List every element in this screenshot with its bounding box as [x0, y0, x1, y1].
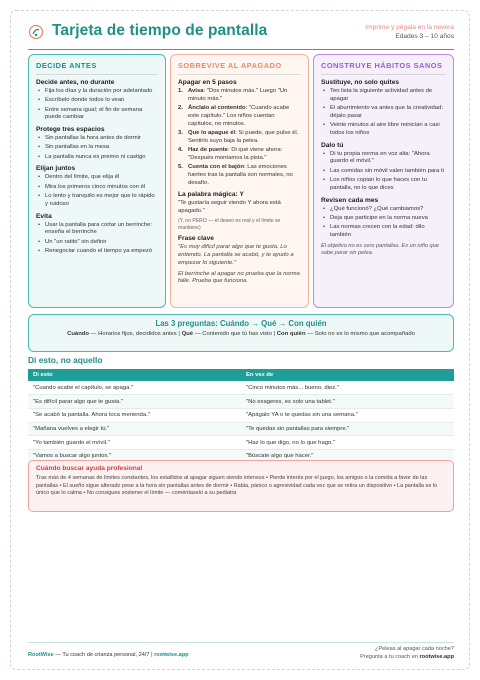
section-heading: Protege tres espacios — [36, 126, 105, 134]
section-heading: La palabra mágica: Y — [178, 191, 244, 199]
magic-quote: "Te gustaría seguir viendo Y ahora está apagado." — [178, 200, 281, 215]
column-title: CONSTRUYE HÁBITOS SANOS — [321, 61, 446, 75]
section-heading: Elijan juntos — [36, 165, 76, 173]
section-heading: Dalo tú — [321, 141, 344, 149]
list-item: • Veinte minutos al aire libre reinician a casi todos los niños — [321, 122, 446, 138]
bullet-list — [36, 174, 158, 208]
key-note: El berrinche al apagar no prueba que la norma falle. Prueba que funciona. — [178, 270, 300, 285]
section-heading: Frase clave — [178, 235, 214, 243]
column-header: En vez de — [241, 369, 454, 381]
table-cell: "Cuando acabe el capítulo, se apaga." — [28, 381, 241, 395]
questions-title: Las 3 preguntas: Cuándo → Qué → Con quién — [155, 319, 327, 328]
table-cell: "Vamos a buscar algo juntos." — [28, 449, 241, 463]
bullet-list — [321, 151, 446, 193]
step-item: 4. Haz de puente: Di qué viene ahora: "Después montamos la pista." — [178, 146, 283, 161]
table-cell: "Se acabó la pantalla. Ahora toca merienda." — [28, 408, 241, 422]
footer-link[interactable]: rootwise.app — [154, 652, 189, 658]
bullet-list — [321, 206, 446, 240]
list-item: • Usar la pantalla para cortar un berrinche: enseña el berrinche — [36, 222, 158, 238]
table-row — [28, 395, 454, 409]
key-quote: "Es muy difícil parar algo que te gusta. Lo entiendo. La pantalla se acabó, y te ayudo a empezar lo siguiente." — [178, 244, 294, 266]
column-habits — [313, 54, 454, 308]
table-cell: "Haz lo que digo, no lo que hago." — [241, 436, 454, 450]
list-item: • Lo lento y tranquilo es mejor que lo rápido y ruidoso — [36, 193, 158, 209]
step-item: 3. Que lo apague él: Si puede, que pulse él. Sentirlo suyo baja la pelea. — [178, 129, 299, 144]
list-item: • ¿Qué funcionó? ¿Qué cambiamos? — [321, 206, 446, 214]
say-section-title: Di esto, no aquello — [28, 355, 103, 365]
table-row — [28, 381, 454, 395]
section-heading: Revisen cada mes — [321, 196, 379, 204]
list-item: • Los niños copian lo que haces con tu pantalla, no lo que dices — [321, 177, 446, 193]
section-heading: Apagar en 5 pasos — [178, 79, 237, 86]
step-item: 2. Ánclalo al contenido: "Cuando acabe este capítulo." Los niños cuentan capítulos, no minutos. — [178, 105, 290, 127]
bullet-list — [36, 222, 158, 256]
magic-note: (Y, no PERO — el deseo es real y el límite se mantiene) — [178, 217, 281, 231]
column-decide — [28, 54, 166, 308]
list-item: • Las comidas sin móvil valen también para ti — [321, 168, 446, 176]
professional-help-box — [28, 460, 454, 512]
table-cell: "Es difícil parar algo que te gusta." — [28, 395, 241, 409]
list-item: • Escríbelo donde todos lo vean — [36, 97, 158, 105]
list-item: • La pantalla nunca es premio ni castigo — [36, 154, 158, 162]
list-item: • Dentro del límite, que elija él — [36, 174, 158, 182]
list-item: • Renegociar cuando el tiempo ya empezó — [36, 248, 158, 256]
table-cell: "Búscate algo que hacer." — [241, 449, 454, 463]
footer-left: RootWise — Tu coach de crianza personal, 24/7 | rootwise.app — [28, 652, 189, 658]
list-item: • Mira los primeros cinco minutos con él — [36, 184, 158, 192]
table-cell: "Apágalo YA o te quedas sin una semana." — [241, 408, 454, 422]
list-item: • Di tu propia norma en voz alta: "Ahora guardo el móvil." — [321, 151, 446, 167]
footer-cta-link[interactable]: rootwise.app — [419, 653, 454, 660]
brand-name: RootWise — [28, 652, 54, 658]
table-row — [28, 408, 454, 422]
list-item: • Sin pantallas en la mesa — [36, 144, 158, 152]
step-item: 5. Cuenta con el bajón: Las emociones fuertes tras la pantalla son normales, no desafío. — [178, 164, 293, 186]
list-item: • Un "un ratito" sin definir — [36, 239, 158, 247]
bullet-list — [321, 88, 446, 138]
table-cell: "Te quedas sin pantallas para siempre." — [241, 422, 454, 436]
table-row — [28, 436, 454, 450]
age-range: Edades 3 – 10 años — [395, 33, 454, 40]
footer — [28, 642, 454, 660]
help-text: Tras más de 4 semanas de límites constantes, los estallidos al apagar siguen siendo intensos • Pierde interés por el juego, los amigos o la comida a favor de las pantallas • El sueño sigue alterado pese a la hora sin pantallas antes de dormir • Rabia, pánico o agresividad cada vez que se retira un dispositivo • La pantalla es lo único que lo calma • No consigues sostener el límite — coméntaselo a su pediatra — [36, 475, 438, 497]
list-item: • Las normas crecen con la edad: dilo también — [321, 224, 446, 240]
page-title: Tarjeta de tiempo de pantalla — [52, 22, 268, 39]
say-table — [28, 369, 454, 464]
table-cell: "No exageres, es solo una tablet." — [241, 395, 454, 409]
section-heading: Sustituye, no solo quites — [321, 79, 400, 86]
table-cell: "Cinco minutos más... bueno, diez." — [241, 381, 454, 395]
column-shutdown — [170, 54, 309, 308]
column-title: SOBREVIVE AL APAGADO — [178, 61, 301, 75]
list-item: • Fija los días y la duración por adelantado — [36, 88, 158, 96]
bullet-list — [36, 135, 158, 161]
help-title: Cuándo buscar ayuda profesional — [36, 465, 143, 472]
list-item: • Sin pantallas la hora antes de dormir — [36, 135, 158, 143]
rootwise-logo-icon — [28, 24, 44, 40]
steps-list — [178, 88, 301, 187]
list-item: • El aburrimiento va antes que la creatividad: déjalo pasar — [321, 105, 446, 121]
column-header: Di esto — [28, 369, 241, 381]
list-item: • Entre semana igual; el fin de semana puede cambiar — [36, 107, 158, 123]
step-item: 1. Avisa: "Dos minutos más." Luego "Un minuto más." — [178, 88, 288, 102]
column-title: DECIDE ANTES — [36, 61, 158, 75]
print-note: Imprime y pégala en la nevera — [365, 24, 454, 31]
goal-note: El objetivo no es cero pantallas. Es un niño que sabe parar sin pelea. — [321, 242, 439, 256]
header — [28, 22, 454, 50]
three-questions-box — [28, 314, 454, 352]
table-header-row — [28, 369, 454, 381]
section-heading: Evita — [36, 212, 52, 220]
list-item: • Deja que participe en la norma nueva — [321, 215, 446, 223]
footer-right: ¿Peleas al apagar cada noche? Pregunta a tu coach en rootwise.app — [360, 646, 454, 660]
table-cell: "Yo también guardo el móvil." — [28, 436, 241, 450]
section-heading: Decide antes, no durante — [36, 79, 115, 86]
bullet-list — [36, 88, 158, 122]
list-item: • Ten lista la siguiente actividad antes de apagar — [321, 88, 446, 104]
header-meta — [365, 24, 454, 40]
table-row — [28, 422, 454, 436]
table-cell: "Mañana vuelves a elegir tú." — [28, 422, 241, 436]
questions-text: Cuándo — Horarios fijos, decididos antes | Qué — Contenido que tú has visto | Con quién — Solo no es lo mismo que acompañado — [67, 331, 415, 337]
